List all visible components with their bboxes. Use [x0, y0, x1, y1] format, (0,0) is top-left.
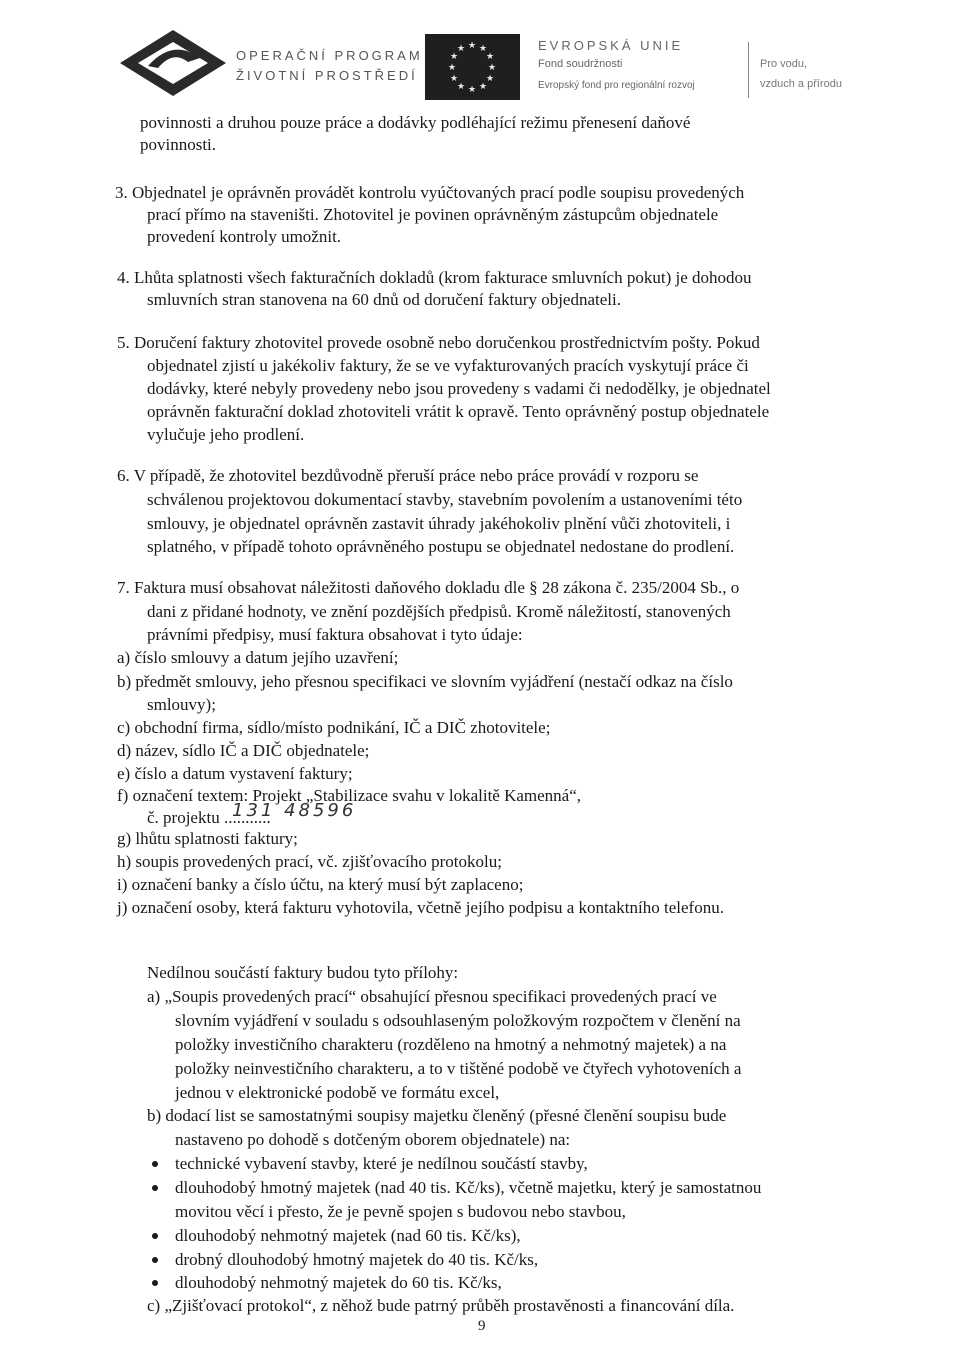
text-line: dlouhodobý hmotný majetek (nad 40 tis. Kč/ks), včetně majetku, který je samostatnou [175, 1178, 762, 1197]
svg-text:★: ★ [485, 74, 495, 84]
text-line: právními předpisy, musí faktura obsahovat i tyto údaje: [147, 625, 523, 644]
text-line: dlouhodobý nehmotný majetek do 60 tis. Kč/ks, [175, 1273, 502, 1292]
text-line: 3. Objednatel je oprávněn provádět kontrolu vyúčtovaných prací podle soupisu provedených [115, 183, 745, 202]
op-title-line1: OPERAČNÍ PROGRAM [236, 48, 423, 63]
text-line: j) označení osoby, která fakturu vyhotovila, včetně jejího podpisu a kontaktního telefonu. [117, 898, 724, 917]
text-line: objednatel zjistí u jakékoliv faktury, že se ve vyfakturovaných pracích vyskytují práce či [147, 356, 749, 375]
bullet-icon [152, 1280, 158, 1286]
text-line: položky neinvestičního charakteru, a to v tištěné podobě ve čtyřech vyhotoveních a [175, 1059, 742, 1078]
bullet-icon [152, 1257, 158, 1263]
svg-text:★: ★ [456, 82, 466, 92]
text-line: slovním vyjádření v souladu s odsouhlaseným položkovým rozpočtem v členění na [175, 1011, 741, 1030]
svg-text:★: ★ [478, 82, 488, 92]
text-line: č. projektu ........... [147, 808, 271, 827]
motto-line1: Pro vodu, [760, 58, 808, 70]
eu-fund-1: Fond soudržnosti [538, 58, 623, 70]
svg-text:★: ★ [487, 63, 497, 73]
text-line: smluvních stran stanovena na 60 dnů od doručení faktury objednateli. [147, 290, 621, 309]
text-line: c) obchodní firma, sídlo/místo podnikání, IČ a DIČ zhotovitele; [117, 718, 551, 737]
text-line: povinnosti a druhou pouze práce a dodávky podléhající režimu přenesení daňové [140, 113, 691, 132]
text-line: schválenou projektovou dokumentací stavby, stavebním povolením a ustanoveními této [147, 490, 743, 509]
text-line: splatného, v případě tohoto oprávněného postupu se objednatel nedostane do prodlení. [147, 537, 735, 556]
text-line: a) číslo smlouvy a datum jejího uzavření; [117, 648, 399, 667]
text-line: d) název, sídlo IČ a DIČ objednatele; [117, 741, 370, 760]
text-line: položky investičního charakteru (rozděleno na hmotný a nehmotný majetek) a na [175, 1035, 727, 1054]
svg-text:★: ★ [478, 44, 488, 54]
text-line: jednou v elektronické podobě ve formátu excel, [175, 1083, 500, 1102]
text-line: movitou věcí i přesto, že je pevně spojen s budovou nebo stavbou, [175, 1202, 626, 1221]
svg-text:★: ★ [467, 41, 477, 51]
text-line: i) označení banky a číslo účtu, na který musí být zaplaceno; [117, 875, 524, 894]
text-line: smlouvy, je objednatel oprávněn zastavit úhrady jakéhokoliv plnění vůči zhotoviteli, i [147, 514, 731, 533]
text-line: nastaveno po dohodě s dotčeným oborem objednatele) na: [175, 1130, 571, 1149]
text-line: c) „Zjišťovací protokol“, z něhož bude patrný průběh prostavěnosti a financování díla. [147, 1296, 735, 1315]
text-line: Nedílnou součástí faktury budou tyto přílohy: [147, 963, 459, 982]
bullet-icon [152, 1185, 158, 1191]
text-line: technické vybavení stavby, které je nedílnou součástí stavby, [175, 1154, 588, 1173]
text-line: dani z přidané hodnoty, ve znění pozdějších předpisů. Kromě náležitostí, stanovených [147, 602, 731, 621]
text-line: smlouvy); [147, 695, 216, 714]
svg-text:★: ★ [449, 74, 459, 84]
eu-title: EVROPSKÁ UNIE [538, 38, 684, 53]
text-line: 5. Doručení faktury zhotovitel provede osobně nebo doručenkou prostřednictvím pošty. Pokud [117, 333, 760, 352]
text-line: vylučuje jeho prodlení. [147, 425, 305, 444]
text-line: drobný dlouhodobý hmotný majetek do 40 tis. Kč/ks, [175, 1250, 539, 1269]
text-line: b) dodací list se samostatnými soupisy majetku členěný (přesné členění soupisu bude [147, 1106, 727, 1125]
text-line: prací přímo na staveništi. Zhotovitel je povinen oprávněným zástupcům objednatele [147, 205, 719, 224]
page-number: 9 [478, 1318, 486, 1334]
op-title-line2: ŽIVOTNÍ PROSTŘEDÍ [236, 68, 418, 83]
text-line: e) číslo a datum vystavení faktury; [117, 764, 353, 783]
text-line: g) lhůtu splatnosti faktury; [117, 829, 298, 848]
svg-text:★: ★ [447, 63, 457, 73]
text-line: f) označení textem: Projekt „Stabilizace svahu v lokalitě Kamenná“, [117, 786, 582, 805]
text-line: h) soupis provedených prací, vč. zjišťovacího protokolu; [117, 852, 502, 871]
svg-text:★: ★ [449, 52, 459, 62]
motto-line2: vzduch a přírodu [760, 78, 842, 90]
text-line: 6. V případě, že zhotovitel bezdůvodně přeruší práce nebo práce provádí v rozporu se [117, 466, 699, 485]
text-line: oprávněn fakturační doklad zhotoviteli vrátit k opravě. Tento oprávněný postup objednatele [147, 402, 770, 421]
svg-text:★: ★ [467, 85, 477, 95]
eu-fund-2: Evropský fond pro regionální rozvoj [538, 80, 695, 91]
handwritten-project-number: 131 48596 [232, 800, 357, 821]
text-line: dodávky, které nebyly provedeny nebo jsou provedeny s vadami či nedodělky, je objednatel [147, 379, 771, 398]
bullet-icon [152, 1161, 158, 1167]
text-line: provedení kontroly umožnit. [147, 227, 342, 246]
svg-text:★: ★ [485, 52, 495, 62]
text-line: 4. Lhůta splatnosti všech fakturačních dokladů (krom fakturace smluvních pokut) je dohodou [117, 268, 752, 287]
svg-text:★: ★ [456, 44, 466, 54]
text-line: b) předmět smlouvy, jeho přesnou specifikaci ve slovním vyjádření (nestačí odkaz na číslo [117, 672, 733, 691]
text-line: povinnosti. [140, 135, 217, 154]
text-line: 7. Faktura musí obsahovat náležitosti daňového dokladu dle § 28 zákona č. 235/2004 Sb., o [117, 578, 740, 597]
text-line: a) „Soupis provedených prací“ obsahující přesnou specifikaci provedených prací ve [147, 987, 717, 1006]
text-line: dlouhodobý nehmotný majetek (nad 60 tis. Kč/ks), [175, 1226, 521, 1245]
bullet-icon [152, 1233, 158, 1239]
